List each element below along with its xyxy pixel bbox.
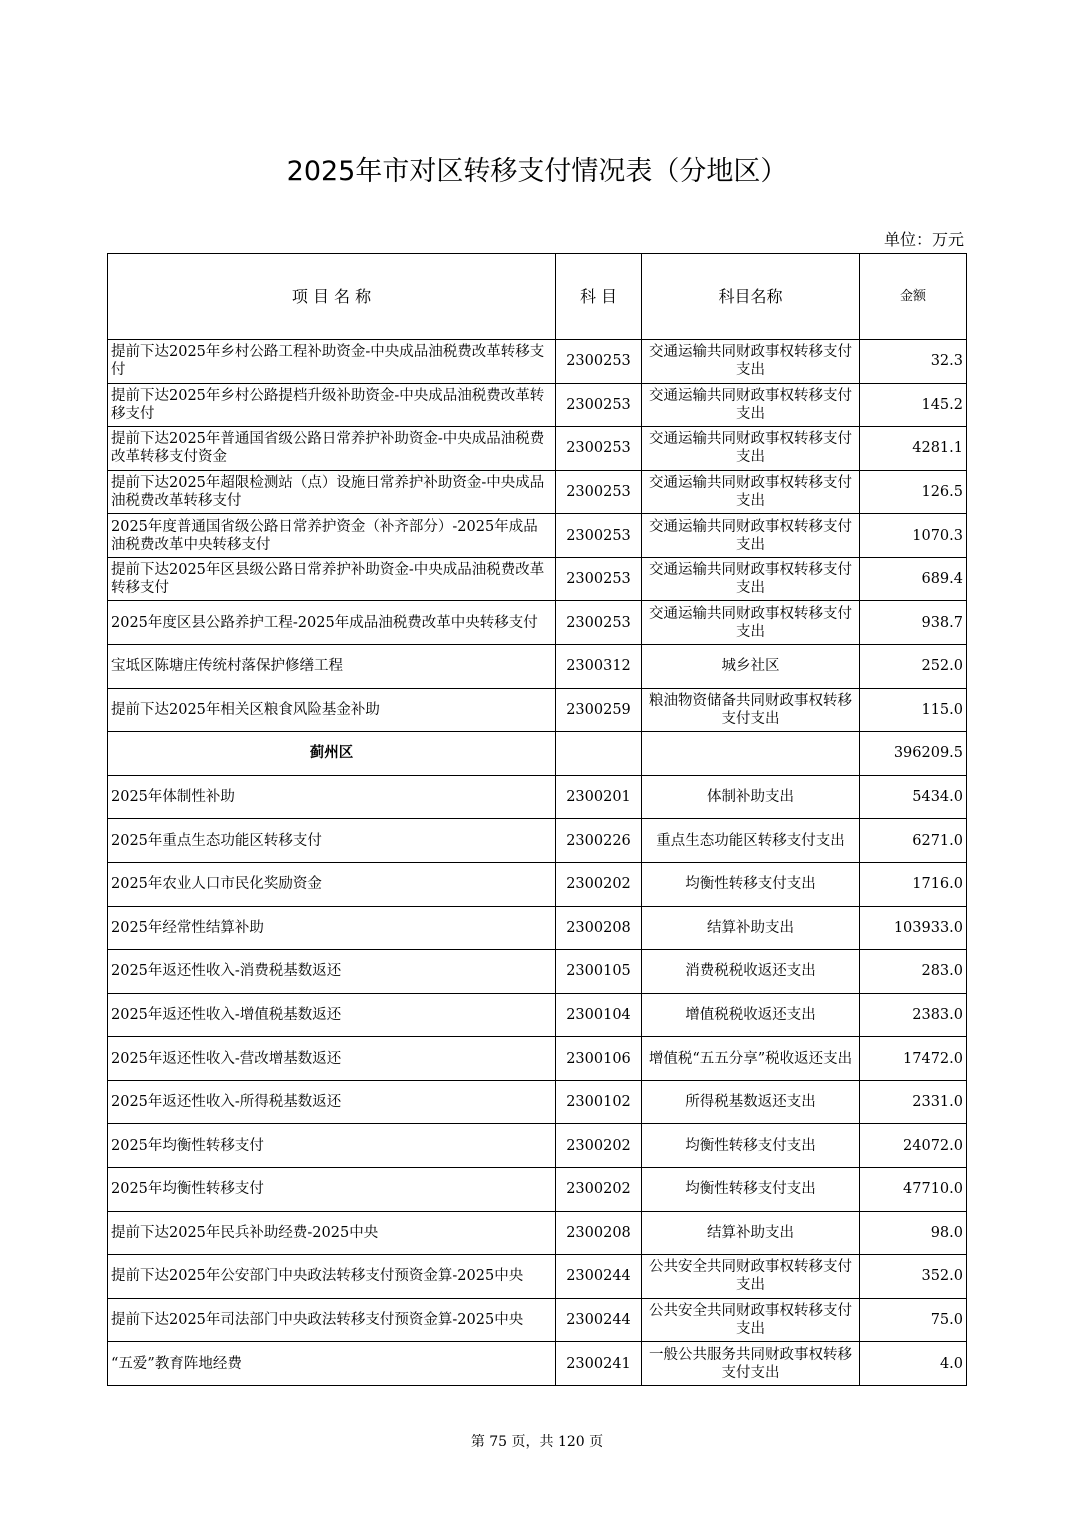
- subject-name-cell: 交通运输共同财政事权转移支付支出: [642, 557, 860, 601]
- table-row: [108, 383, 967, 427]
- subject-code-cell: 2300106: [556, 1037, 642, 1081]
- table-row: [108, 1167, 967, 1211]
- subject-code-cell: 2300102: [556, 1080, 642, 1124]
- table-header: [108, 254, 967, 340]
- subject-name-cell: 交通运输共同财政事权转移支付支出: [642, 340, 860, 384]
- item-name-cell: 2025年农业人口市民化奖励资金: [108, 862, 556, 906]
- item-name-cell: 提前下达2025年普通国省级公路日常养护补助资金-中央成品油税费改革转移支付资金: [108, 427, 556, 471]
- subject-code-cell: 2300105: [556, 950, 642, 994]
- amount-cell: 103933.0: [860, 906, 967, 950]
- subject-code-cell: 2300104: [556, 993, 642, 1037]
- item-name-cell: 2025年返还性收入-增值税基数返还: [108, 993, 556, 1037]
- amount-cell: 4281.1: [860, 427, 967, 471]
- amount-cell: 2383.0: [860, 993, 967, 1037]
- subject-code-cell: 2300253: [556, 470, 642, 514]
- amount-cell: 24072.0: [860, 1124, 967, 1168]
- amount-cell: 126.5: [860, 470, 967, 514]
- subject-code-cell: 2300253: [556, 557, 642, 601]
- table-row: [108, 1298, 967, 1342]
- table-row: [108, 1037, 967, 1081]
- amount-cell: 2331.0: [860, 1080, 967, 1124]
- subject-name-cell: 消费税税收返还支出: [642, 950, 860, 994]
- header-subject-name: 科目名称: [642, 254, 860, 340]
- subject-code-cell: 2300253: [556, 383, 642, 427]
- amount-cell: 1070.3: [860, 514, 967, 558]
- subject-name-cell: 增值税“五五分享”税收返还支出: [642, 1037, 860, 1081]
- table-row: [108, 993, 967, 1037]
- amount-cell: 4.0: [860, 1342, 967, 1386]
- subject-name-cell: 一般公共服务共同财政事权转移支付支出: [642, 1342, 860, 1386]
- subject-name-cell: 粮油物资储备共同财政事权转移支付支出: [642, 688, 860, 732]
- item-name-cell: 2025年度普通国省级公路日常养护资金（补齐部分）-2025年成品油税费改革中央转移支付: [108, 514, 556, 558]
- item-name-cell: 2025年均衡性转移支付: [108, 1124, 556, 1168]
- subject-code-cell: 2300201: [556, 775, 642, 819]
- header-item-name: 项 目 名 称: [108, 254, 556, 340]
- table-row: [108, 1080, 967, 1124]
- item-name-cell: 提前下达2025年乡村公路提档升级补助资金-中央成品油税费改革转移支付: [108, 383, 556, 427]
- subject-name-cell: 城乡社区: [642, 645, 860, 689]
- item-name-cell: 2025年返还性收入-消费税基数返还: [108, 950, 556, 994]
- table-row: [108, 862, 967, 906]
- table-row: [108, 1211, 967, 1255]
- subject-name-cell: 所得税基数返还支出: [642, 1080, 860, 1124]
- item-name-cell: 2025年重点生态功能区转移支付: [108, 819, 556, 863]
- amount-cell: 47710.0: [860, 1167, 967, 1211]
- item-name-cell: 2025年返还性收入-营改增基数返还: [108, 1037, 556, 1081]
- item-name-cell: 2025年均衡性转移支付: [108, 1167, 556, 1211]
- item-name-cell: 提前下达2025年乡村公路工程补助资金-中央成品油税费改革转移支付: [108, 340, 556, 384]
- table-body: [108, 340, 967, 1386]
- subject-name-cell: 均衡性转移支付支出: [642, 1124, 860, 1168]
- table-row: [108, 645, 967, 689]
- page-number: 第 75 页，共 120 页: [470, 1434, 604, 1450]
- subject-code-cell: 2300208: [556, 1211, 642, 1255]
- table-row: [108, 470, 967, 514]
- subject-name-cell: 交通运输共同财政事权转移支付支出: [642, 601, 860, 645]
- item-name-cell: 提前下达2025年司法部门中央政法转移支付预资金算-2025中央: [108, 1298, 556, 1342]
- table-row: [108, 1342, 967, 1386]
- amount-cell: 75.0: [860, 1298, 967, 1342]
- subject-name-cell: 交通运输共同财政事权转移支付支出: [642, 514, 860, 558]
- subject-name-cell: 增值税税收返还支出: [642, 993, 860, 1037]
- item-name-cell: 2025年经常性结算补助: [108, 906, 556, 950]
- table-row: [108, 340, 967, 384]
- subject-code-cell: 2300202: [556, 862, 642, 906]
- item-name-cell: 2025年体制性补助: [108, 775, 556, 819]
- table-row: [108, 601, 967, 645]
- amount-cell: 115.0: [860, 688, 967, 732]
- table-row: [108, 557, 967, 601]
- subject-code-cell: 2300241: [556, 1342, 642, 1386]
- amount-cell: 1716.0: [860, 862, 967, 906]
- unit-label: 单位：万元: [883, 230, 964, 249]
- subject-name-cell: 均衡性转移支付支出: [642, 1167, 860, 1211]
- item-name-cell: 提前下达2025年区县级公路日常养护补助资金-中央成品油税费改革转移支付: [108, 557, 556, 601]
- amount-cell: 98.0: [860, 1211, 967, 1255]
- region-subtotal-row: [108, 732, 967, 776]
- subject-name-cell: 交通运输共同财政事权转移支付支出: [642, 383, 860, 427]
- subject-name-cell: 交通运输共同财政事权转移支付支出: [642, 427, 860, 471]
- subject-code-cell: 2300208: [556, 906, 642, 950]
- page-title: 2025年市对区转移支付情况表（分地区）: [286, 156, 788, 187]
- subject-code-cell: [556, 732, 642, 776]
- table-row: [108, 1255, 967, 1299]
- item-name-cell: 提前下达2025年民兵补助经费-2025中央: [108, 1211, 556, 1255]
- item-name-cell: 提前下达2025年相关区粮食风险基金补助: [108, 688, 556, 732]
- amount-cell: 145.2: [860, 383, 967, 427]
- header-subject-code: 科 目: [556, 254, 642, 340]
- table-row: [108, 514, 967, 558]
- item-name-cell: “五爱”教育阵地经费: [108, 1342, 556, 1386]
- subject-name-cell: 均衡性转移支付支出: [642, 862, 860, 906]
- header-row: [108, 254, 967, 340]
- subject-code-cell: 2300253: [556, 427, 642, 471]
- subject-name-cell: 交通运输共同财政事权转移支付支出: [642, 470, 860, 514]
- subject-code-cell: 2300253: [556, 514, 642, 558]
- amount-cell: 252.0: [860, 645, 967, 689]
- item-name-cell: 2025年度区县公路养护工程-2025年成品油税费改革中央转移支付: [108, 601, 556, 645]
- table-row: [108, 1124, 967, 1168]
- amount-cell: 689.4: [860, 557, 967, 601]
- subject-code-cell: 2300312: [556, 645, 642, 689]
- subject-code-cell: 2300259: [556, 688, 642, 732]
- subject-code-cell: 2300253: [556, 601, 642, 645]
- table-row: [108, 906, 967, 950]
- table-row: [108, 427, 967, 471]
- subject-code-cell: 2300226: [556, 819, 642, 863]
- amount-cell: 283.0: [860, 950, 967, 994]
- amount-cell: 938.7: [860, 601, 967, 645]
- table-row: [108, 688, 967, 732]
- subject-code-cell: 2300253: [556, 340, 642, 384]
- amount-cell: 5434.0: [860, 775, 967, 819]
- amount-cell: 32.3: [860, 340, 967, 384]
- table-row: [108, 819, 967, 863]
- subject-name-cell: 公共安全共同财政事权转移支付支出: [642, 1298, 860, 1342]
- subject-code-cell: 2300202: [556, 1124, 642, 1168]
- subject-name-cell: 重点生态功能区转移支付支出: [642, 819, 860, 863]
- amount-cell: 396209.5: [860, 732, 967, 776]
- item-name-cell: 宝坻区陈塘庄传统村落保护修缮工程: [108, 645, 556, 689]
- amount-cell: 352.0: [860, 1255, 967, 1299]
- subject-code-cell: 2300202: [556, 1167, 642, 1211]
- subject-name-cell: 结算补助支出: [642, 906, 860, 950]
- subject-name-cell: [642, 732, 860, 776]
- table-row: [108, 775, 967, 819]
- item-name-cell: 提前下达2025年超限检测站（点）设施日常养护补助资金-中央成品油税费改革转移支付: [108, 470, 556, 514]
- header-amount: 金额: [860, 254, 967, 340]
- subject-name-cell: 结算补助支出: [642, 1211, 860, 1255]
- amount-cell: 6271.0: [860, 819, 967, 863]
- subject-name-cell: 体制补助支出: [642, 775, 860, 819]
- item-name-cell: 提前下达2025年公安部门中央政法转移支付预资金算-2025中央: [108, 1255, 556, 1299]
- subject-code-cell: 2300244: [556, 1255, 642, 1299]
- subject-code-cell: 2300244: [556, 1298, 642, 1342]
- item-name-cell: 2025年返还性收入-所得税基数返还: [108, 1080, 556, 1124]
- subject-name-cell: 公共安全共同财政事权转移支付支出: [642, 1255, 860, 1299]
- item-name-cell: 蓟州区: [108, 732, 556, 776]
- table-row: [108, 950, 967, 994]
- amount-cell: 17472.0: [860, 1037, 967, 1081]
- transfer-payment-table: [107, 253, 967, 1386]
